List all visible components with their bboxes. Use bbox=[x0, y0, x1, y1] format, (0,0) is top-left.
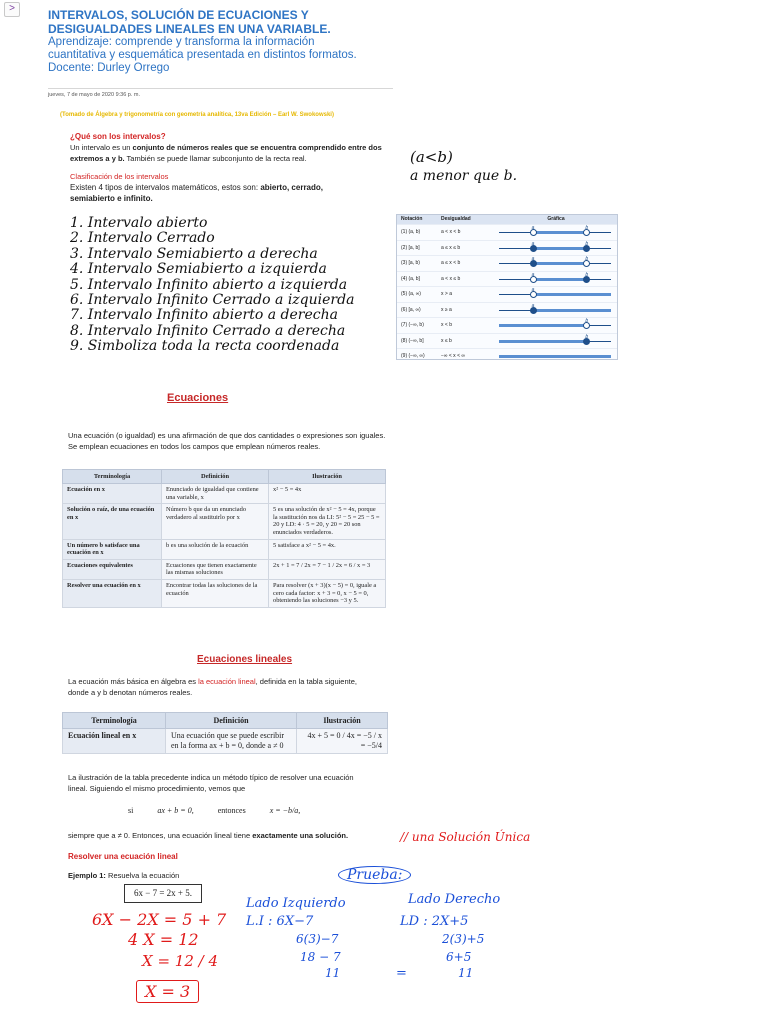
interval-inequality: a ≤ x ≤ b bbox=[441, 244, 461, 251]
lin-th-term: Terminología bbox=[63, 713, 166, 729]
interval-notation: (4) (a, b] bbox=[401, 275, 420, 282]
formula-left: ax + b = 0, bbox=[157, 806, 194, 815]
endpoint-label-b: b bbox=[585, 333, 589, 340]
interval-notation: (3) [a, b) bbox=[401, 260, 420, 266]
endpoint-label-b: b bbox=[585, 256, 589, 262]
interval-segment bbox=[533, 231, 587, 234]
interval-row bbox=[397, 271, 617, 287]
linear-heading: Ecuaciones lineales bbox=[197, 654, 293, 665]
endpoint-label-b: b bbox=[585, 318, 589, 324]
interval-inequality: a < x ≤ b bbox=[441, 275, 461, 282]
example-label-line bbox=[68, 870, 179, 881]
interval-table-header bbox=[397, 215, 617, 224]
class-part-2: abierto, cerrado, semiabierto e infinito. bbox=[70, 183, 323, 203]
interval-notation: (5) (a, ∞) bbox=[401, 291, 421, 297]
intervals-definition bbox=[70, 142, 400, 164]
hand-proof-right-3: 6+5 bbox=[446, 950, 472, 964]
formula-right: x = −b/a, bbox=[269, 806, 301, 815]
interval-segment bbox=[533, 309, 611, 312]
interval-inequality: x < b bbox=[441, 322, 452, 328]
hand-proof-right-1: LD : 2X+5 bbox=[400, 914, 469, 929]
interval-row bbox=[397, 255, 617, 271]
hand-proof-left-3: 18 − 7 bbox=[300, 950, 341, 964]
linear-method-text: La ilustración de la tabla precedente indica un método típico de resolver una ecuación lineal. Siguiendo el mismo procedimiento, vemos que bbox=[68, 773, 354, 793]
conclusion-2: exactamente una solución. bbox=[252, 831, 349, 840]
hand-solution-2: 4 X = 12 bbox=[128, 930, 199, 949]
endpoint-label-a: a bbox=[531, 256, 535, 262]
interval-table bbox=[396, 214, 618, 360]
endpoint-label-b: b bbox=[585, 225, 589, 231]
linear-formula bbox=[128, 806, 300, 815]
source-citation: (Tomado de Álgebra y trigonometría con geometría analítica, 13va Edición – Earl W. Swokowski) bbox=[60, 112, 334, 118]
def-part-1: Un intervalo es un bbox=[70, 143, 133, 152]
endpoint-label-a: a bbox=[531, 287, 535, 293]
eq-definition: Número b que da un enunciado verdadero al sustituirlo por x bbox=[162, 504, 269, 539]
eq-illustration: 2x + 1 = 7 / 2x = 7 − 1 / 2x = 6 / x = 3 bbox=[269, 559, 386, 579]
interval-graph bbox=[495, 272, 617, 287]
interval-segment bbox=[499, 324, 586, 327]
hand-item-5: 5. Intervalo Infinito abierto a izquierda bbox=[70, 276, 348, 293]
hand-item-9: 9. Simboliza toda la recta coordenada bbox=[70, 338, 340, 355]
interval-inequality: a < x < b bbox=[441, 229, 461, 235]
endpoint-label-b: b bbox=[585, 271, 589, 278]
eq-definition: Ecuaciones que tienen exactamente las mismas soluciones bbox=[162, 559, 269, 579]
interval-row bbox=[397, 302, 617, 318]
interval-notation: (9) (−∞, ∞) bbox=[401, 353, 425, 359]
example-text: Resuelva la ecuación bbox=[105, 871, 180, 880]
eq-definition: Encontrar todas las soluciones de la ecuación bbox=[162, 579, 269, 607]
eq-th-term: Terminología bbox=[63, 470, 162, 484]
endpoint-label-a: a bbox=[531, 225, 535, 231]
hand-proof-left-4: 11 bbox=[325, 966, 341, 980]
interval-notation: (2) [a, b] bbox=[401, 244, 420, 251]
handwritten-a-lt-b: (a<b) bbox=[410, 148, 453, 166]
hand-item-4: 4. Intervalo Semiabierto a izquierda bbox=[70, 261, 327, 278]
interval-graph bbox=[495, 241, 617, 256]
hand-proof-right-4: 11 bbox=[458, 966, 474, 980]
eq-illustration: Para resolver (x + 3)(x − 5) = 0, iguale a cero cada factor: x + 3 = 0, x − 5 = 0, obteniendo las soluciones −3 y 5. bbox=[269, 579, 386, 607]
interval-row bbox=[397, 348, 617, 364]
hand-solution-3: X = 12 / 4 bbox=[142, 952, 219, 970]
hand-solution-1: 6X − 2X = 5 + 7 bbox=[92, 910, 227, 929]
class-part-1: Existen 4 tipos de intervalos matemáticos, estos son: bbox=[70, 183, 261, 192]
page-title: INTERVALOS, SOLUCIÓN DE ECUACIONES Y DESIGUALDADES LINEALES EN UNA VARIABLE. bbox=[48, 8, 331, 36]
eq-term: Ecuación en x bbox=[63, 484, 162, 504]
lin-td-def: Una ecuación que se puede escribir en la forma ax + b = 0, donde a ≠ 0 bbox=[166, 729, 297, 754]
expand-button[interactable] bbox=[4, 2, 20, 17]
lin-th-def: Definición bbox=[166, 713, 297, 729]
title-divider bbox=[48, 88, 393, 89]
hand-proof-right-head: Lado Derecho bbox=[408, 892, 501, 907]
interval-inequality: −∞ < x < ∞ bbox=[441, 353, 465, 359]
interval-graph bbox=[495, 303, 617, 318]
hand-proof-left-2: 6(3)−7 bbox=[296, 932, 339, 946]
solve-heading: Resolver una ecuación lineal bbox=[68, 852, 178, 861]
header-graph: Gráfica bbox=[547, 216, 565, 222]
handwritten-a-menor-b: a menor que b. bbox=[410, 168, 518, 184]
eq-definition: Enunciado de igualdad que contiene una variable, x bbox=[162, 484, 269, 504]
learning-objective bbox=[48, 36, 368, 75]
eq-illustration: 5 es una solución de x² − 5 = 4x, porque la sustitución nos da LI: 5² − 5 = 25 − 5 = 20 y LD: 4 · 5 = 20, y 20 = 20 son enunciados verdaderos. bbox=[269, 504, 386, 539]
interval-segment bbox=[533, 262, 587, 265]
eq-th-ill: Ilustración bbox=[269, 470, 386, 484]
endpoint-label-a: a bbox=[531, 271, 535, 278]
handwritten-interval-list bbox=[70, 216, 354, 355]
interval-graph bbox=[495, 287, 617, 302]
hand-proof-title: Prueba: bbox=[338, 866, 411, 884]
table-row bbox=[63, 539, 386, 559]
interval-segment bbox=[533, 293, 611, 296]
example-equation-box: 6x − 7 = 2x + 5. bbox=[124, 884, 202, 903]
interval-row bbox=[397, 240, 617, 256]
interval-notation: (6) [a, ∞) bbox=[401, 306, 421, 313]
table-row bbox=[63, 579, 386, 607]
interval-inequality: a ≤ x < b bbox=[441, 260, 461, 266]
interval-notation: (7) (−∞, b) bbox=[401, 322, 424, 328]
table-row bbox=[63, 559, 386, 579]
table-row bbox=[63, 504, 386, 539]
interval-graph bbox=[495, 318, 617, 333]
def-part-2: conjunto de números reales que se encuentra comprendido entre dos extremos a y b. bbox=[70, 143, 382, 163]
interval-segment bbox=[533, 247, 587, 250]
intervals-heading: ¿Qué son los intervalos? bbox=[70, 132, 166, 141]
eq-term: Resolver una ecuación en x bbox=[63, 579, 162, 607]
eq-term: Ecuaciones equivalentes bbox=[63, 559, 162, 579]
eq-illustration: x² − 5 = 4x bbox=[269, 484, 386, 504]
interval-segment bbox=[499, 355, 611, 358]
conclusion-1: siempre que a ≠ 0. Entonces, una ecuación lineal tiene bbox=[68, 831, 253, 840]
classification-heading: Clasificación de los intervalos bbox=[70, 172, 169, 181]
header-inequality: Desigualdad bbox=[441, 216, 471, 222]
linear-intro-1: La ecuación más básica en álgebra es bbox=[68, 677, 199, 686]
table-row bbox=[63, 484, 386, 504]
interval-notation: (1) (a, b) bbox=[401, 229, 421, 235]
interval-graph bbox=[495, 256, 617, 271]
hand-item-3: 3. Intervalo Semiabierto a derecha bbox=[70, 245, 318, 262]
interval-row bbox=[397, 317, 617, 333]
interval-graph bbox=[495, 225, 617, 240]
equations-table bbox=[62, 469, 386, 608]
hand-proof-left-head: Lado Izquierdo bbox=[246, 896, 346, 911]
endpoint-label-b: b bbox=[585, 240, 589, 247]
def-part-3: También se puede llamar subconjunto de la recta real. bbox=[124, 154, 307, 163]
eq-definition: b es una solución de la ecuación bbox=[162, 539, 269, 559]
interval-row bbox=[397, 286, 617, 302]
linear-intro bbox=[68, 676, 378, 698]
example-label: Ejemplo 1: bbox=[68, 871, 106, 880]
hand-solution-4: X = 3 bbox=[136, 980, 199, 1003]
header-notation: Notación bbox=[401, 216, 423, 222]
interval-graph bbox=[495, 334, 617, 349]
lin-td-term: Ecuación lineal en x bbox=[63, 729, 166, 754]
equations-intro: Una ecuación (o igualdad) es una afirmación de que dos cantidades o expresiones son iguales. Se emplean ecuaciones en todos los campos que emplean números reales. bbox=[68, 431, 386, 451]
eq-th-def: Definición bbox=[162, 470, 269, 484]
linear-intro-2: la ecuación lineal bbox=[198, 677, 256, 686]
linear-table bbox=[62, 712, 388, 754]
interval-inequality: x ≤ b bbox=[441, 337, 452, 344]
eq-term: Un número b satisface una ecuación en x bbox=[63, 539, 162, 559]
interval-inequality: x > a bbox=[441, 291, 452, 297]
handwritten-unique-solution: // una Solución Única bbox=[400, 830, 531, 844]
eq-illustration: 5 satisface a x² − 5 = 4x. bbox=[269, 539, 386, 559]
hand-item-7: 7. Intervalo Infinito abierto a derecha bbox=[70, 307, 338, 324]
page-timestamp: jueves, 7 de mayo de 2020 9:36 p. m. bbox=[48, 92, 141, 98]
teacher-text: Docente: Durley Orrego bbox=[48, 62, 170, 74]
hand-item-1: 1. Intervalo abierto bbox=[70, 215, 208, 231]
linear-intro-3: , definida en la tabla siguiente, donde a y b denotan números reales. bbox=[68, 677, 357, 697]
endpoint-label-a: a bbox=[531, 240, 535, 247]
formula-si: si bbox=[128, 806, 134, 815]
hand-proof-left-1: L.I : 6X−7 bbox=[246, 914, 314, 929]
hand-proof-right-2: 2(3)+5 bbox=[442, 932, 485, 946]
formula-entonces: entonces bbox=[217, 806, 246, 815]
lin-td-ill: 4x + 5 = 0 / 4x = −5 / x = −5/4 bbox=[297, 729, 388, 754]
chevron-right-icon: > bbox=[9, 3, 15, 14]
interval-row bbox=[397, 333, 617, 349]
interval-segment bbox=[533, 278, 587, 281]
interval-inequality: x ≥ a bbox=[441, 306, 452, 313]
hand-item-2: 2. Intervalo Cerrado bbox=[70, 230, 215, 247]
eq-term: Solución o raíz, de una ecuación en x bbox=[63, 504, 162, 539]
endpoint-label-a: a bbox=[531, 302, 535, 309]
hand-item-8: 8. Intervalo Infinito Cerrado a derecha bbox=[70, 322, 346, 339]
interval-segment bbox=[499, 340, 586, 343]
hand-proof-equals: = bbox=[396, 966, 407, 981]
interval-notation: (8) (−∞, b] bbox=[401, 337, 424, 344]
learning-text: Aprendizaje: comprende y transforma la información cuantitativa y esquemática presentada en distintos formatos. bbox=[48, 36, 357, 61]
interval-graph bbox=[495, 349, 617, 364]
linear-conclusion bbox=[68, 830, 378, 841]
interval-row bbox=[397, 224, 617, 240]
hand-item-6: 6. Intervalo Infinito Cerrado a izquierda bbox=[70, 292, 355, 309]
lin-th-ill: Ilustración bbox=[297, 713, 388, 729]
classification-text bbox=[70, 182, 340, 204]
equations-heading: Ecuaciones bbox=[167, 392, 229, 404]
